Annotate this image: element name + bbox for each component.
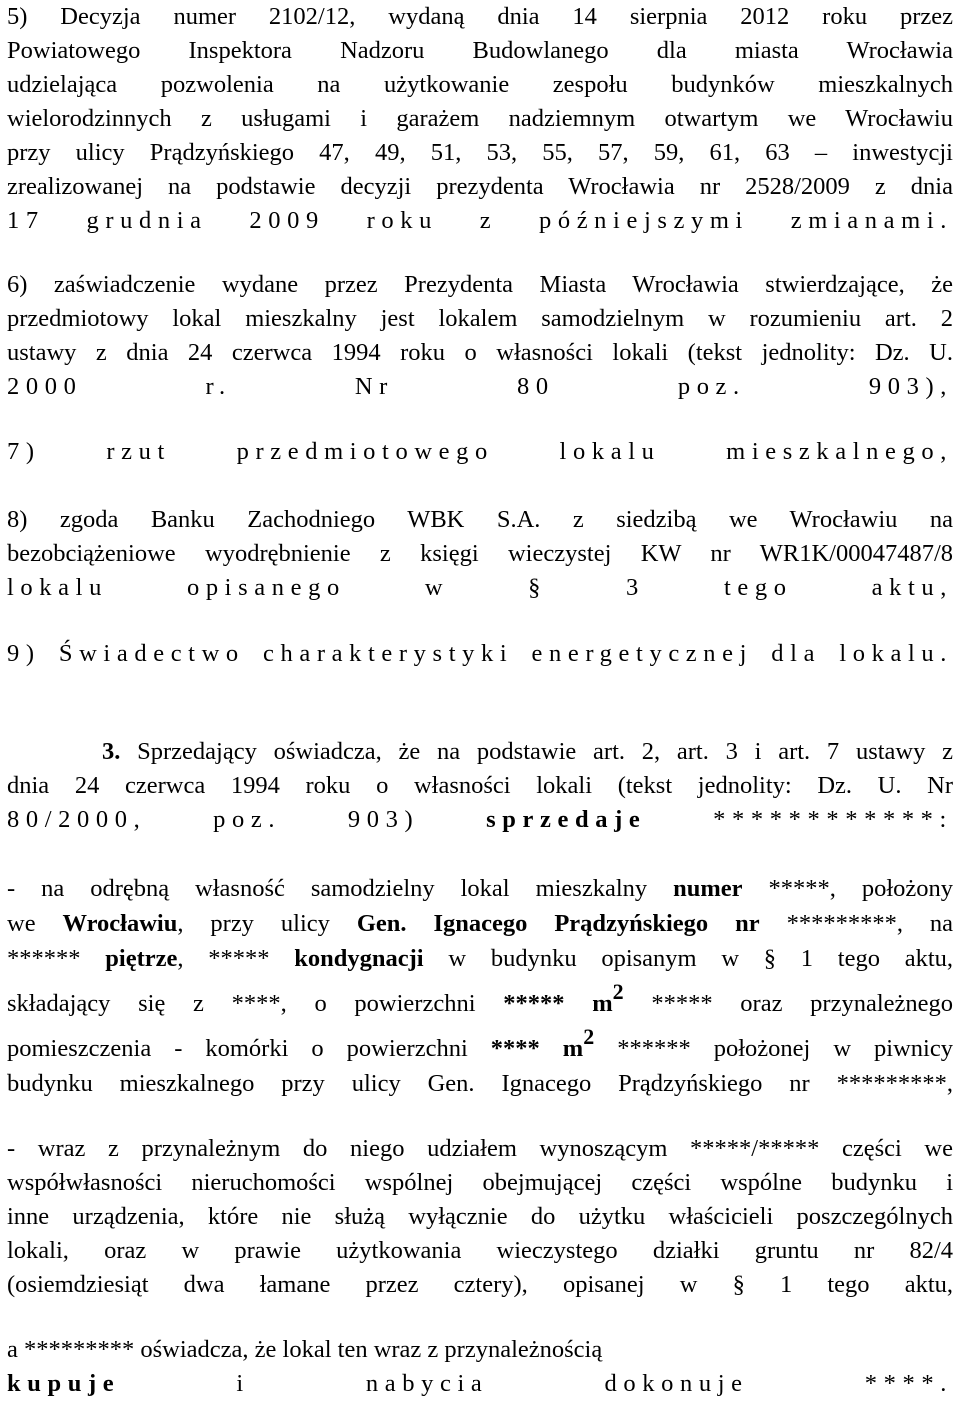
- item-8-line: 8) zgoda Banku Zachodniego WBK S.A. z siedzibą we Wrocławiu na: [7, 506, 953, 533]
- superscript: 2: [583, 1024, 595, 1049]
- item-8: [7, 503, 953, 605]
- item-8-line: lokalu opisanego w § 3 tego aktu,: [7, 574, 953, 601]
- item-5-line: udzielająca pozwolenia na użytkowanie zespołu budynków mieszkalnych: [7, 71, 953, 98]
- kupno-text: i nabycia dokonuje ****.: [236, 1370, 953, 1397]
- lokal-text: ***** oraz przynależnego: [651, 990, 953, 1017]
- lokal-bold: piętrze: [105, 945, 178, 972]
- lokal-text: , *****: [177, 945, 270, 972]
- lokal-bold: **** m: [490, 1035, 584, 1062]
- section-number: 3.: [102, 738, 121, 765]
- item-9: [7, 637, 953, 671]
- item-6: [7, 268, 953, 404]
- udzial-line: inne urządzenia, które nie służą wyłącznie do użytku właścicieli poszczególnych: [7, 1203, 953, 1230]
- lokal-text: , przy ulicy: [177, 910, 330, 937]
- lokal-bold: numer: [673, 875, 743, 902]
- kupuje-keyword: kupuje: [7, 1370, 121, 1397]
- udzial-line: - wraz z przynależnym do niego udziałem wynoszącym *****/***** części we: [7, 1135, 953, 1162]
- udzial-line: współwłasności nieruchomości wspólnej obejmującej części wspólne budynku i: [7, 1169, 953, 1196]
- lokal-text: składający się z ****, o powierzchni: [7, 990, 476, 1017]
- citation: 80/2000, poz. 903): [7, 806, 420, 833]
- section-3-line: [7, 735, 953, 769]
- item-5-line: Powiatowego Inspektora Nadzoru Budowlanego dla miasta Wrocławia: [7, 37, 953, 64]
- lokal-line: [7, 1024, 953, 1066]
- lokal-line: budynku mieszkalnego przy ulicy Gen. Ignacego Prądzyńskiego nr *********,: [7, 1070, 953, 1097]
- udzial-line: lokali, oraz w prawie użytkowania wieczystego działki gruntu nr 82/4: [7, 1237, 953, 1264]
- item-6-line: 2000 r. Nr 80 poz. 903),: [7, 373, 953, 400]
- kupno-paragraph: [7, 1333, 953, 1401]
- redacted-party: ************:: [713, 806, 953, 833]
- lokal-text: we: [7, 910, 36, 937]
- lokal-text: ******: [7, 945, 81, 972]
- kupno-line: [7, 1367, 953, 1401]
- lokal-text: *********, na: [786, 910, 954, 937]
- item-5-line: wielorodzinnych z usługami i garażem nadziemnym otwartym we Wrocławiu: [7, 105, 953, 132]
- item-7: [7, 435, 953, 469]
- lokal-line: [7, 979, 953, 1021]
- item-9-line: 9) Świadectwo charakterystyki energetycznej dla lokalu.: [7, 640, 953, 667]
- item-7-line: 7) rzut przedmiotowego lokalu mieszkalnego,: [7, 438, 953, 465]
- item-6-line: ustawy z dnia 24 czerwca 1994 roku o własności lokali (tekst jednolity: Dz. U.: [7, 339, 953, 366]
- udzial-line: (osiemdziesiąt dwa łamane przez cztery), opisanej w § 1 tego aktu,: [7, 1271, 953, 1298]
- item-6-line: przedmiotowy lokal mieszkalny jest lokalem samodzielnym w rozumieniu art. 2: [7, 305, 953, 332]
- lokal-text: pomieszczenia - komórki o powierzchni: [7, 1035, 468, 1062]
- item-6-line: 6) zaświadczenie wydane przez Prezydenta Miasta Wrocławia stwierdzające, że: [7, 271, 953, 298]
- item-5: [7, 0, 953, 238]
- lokal-bold: Wrocławiu: [62, 910, 178, 937]
- section-3-line: dnia 24 czerwca 1994 roku o własności lokali (tekst jednolity: Dz. U. Nr: [7, 772, 953, 799]
- lokal-line: [7, 871, 953, 906]
- lokal-bold: Gen. Ignacego Prądzyńskiego nr: [356, 910, 760, 937]
- section-3-line: [7, 803, 953, 837]
- item-5-line: zrealizowanej na podstawie decyzji prezydenta Wrocławia nr 2528/2009 z dnia: [7, 173, 953, 200]
- lokal-description: [7, 871, 953, 1101]
- lokal-bold: ***** m: [503, 990, 613, 1017]
- lokal-line: [7, 941, 953, 976]
- kupno-line: a ********* oświadcza, że lokal ten wraz z przynależnością: [7, 1336, 603, 1363]
- lokal-text: *****, położony: [768, 875, 954, 902]
- lokal-bold: kondygnacji: [294, 945, 424, 972]
- section-3-text: Sprzedający oświadcza, że na podstawie art. 2, art. 3 i art. 7 ustawy z: [137, 738, 953, 765]
- sprzedaje-keyword: sprzedaje: [486, 806, 647, 833]
- lokal-text: ****** położonej w piwnicy: [617, 1035, 953, 1062]
- item-5-line: 17 grudnia 2009 roku z późniejszymi zmianami.: [7, 207, 953, 234]
- udzial-paragraph: [7, 1132, 953, 1302]
- item-5-line: 5) Decyzja numer 2102/12, wydaną dnia 14 sierpnia 2012 roku przez: [7, 3, 953, 30]
- lokal-text: - na odrębną własność samodzielny lokal mieszkalny: [7, 875, 648, 902]
- lokal-line: [7, 906, 953, 941]
- lokal-text: w budynku opisanym w § 1 tego aktu,: [448, 945, 954, 972]
- item-5-line: przy ulicy Prądzyńskiego 47, 49, 51, 53, 55, 57, 59, 61, 63 – inwestycji: [7, 139, 953, 166]
- superscript: 2: [612, 979, 624, 1004]
- item-8-line: bezobciążeniowe wyodrębnienie z księgi wieczystej KW nr WR1K/00047487/8: [7, 540, 953, 567]
- section-3: [7, 735, 953, 837]
